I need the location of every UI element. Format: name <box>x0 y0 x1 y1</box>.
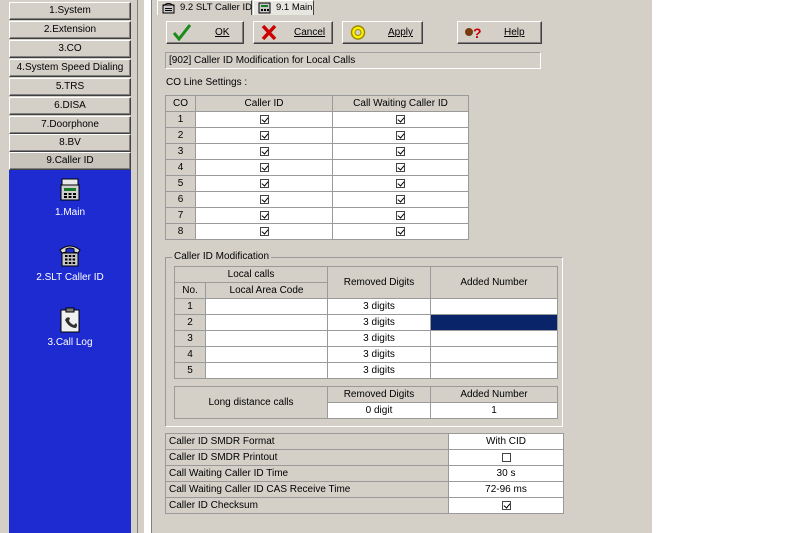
cw-caller-id-checkbox[interactable] <box>396 115 405 124</box>
tab-main-label: 9.1 Main <box>276 2 313 13</box>
local-area-code-cell[interactable] <box>206 363 328 379</box>
apply-label: Apply <box>388 27 414 38</box>
table-row <box>166 192 469 208</box>
menu-item-system[interactable]: 1.System <box>9 2 131 20</box>
menu-item-trs[interactable]: 5.TRS <box>9 78 131 96</box>
co-line-settings-title: CO Line Settings : <box>166 77 248 88</box>
cw-caller-id-cell[interactable] <box>333 128 469 144</box>
cw-time-label: Call Waiting Caller ID Time <box>166 466 449 482</box>
local-area-code-cell[interactable] <box>206 347 328 363</box>
submenu-call-log-label: 3.Call Log <box>47 337 93 348</box>
cw-caller-id-checkbox[interactable] <box>396 147 405 156</box>
row-number: 1 <box>175 299 206 315</box>
table-row <box>166 466 564 482</box>
added-number-cell[interactable] <box>431 299 558 315</box>
caller-id-cell[interactable] <box>196 144 333 160</box>
menu-item-disa[interactable]: 6.DISA <box>9 97 131 115</box>
table-row <box>166 482 564 498</box>
cas-time-label: Call Waiting Caller ID CAS Receive Time <box>166 482 449 498</box>
co-line-settings-table <box>165 95 469 240</box>
table-row <box>166 112 469 128</box>
checkmark-icon <box>173 24 191 41</box>
caller-id-checkbox[interactable] <box>260 147 269 156</box>
cw-caller-id-cell[interactable] <box>333 176 469 192</box>
caller-id-cell[interactable] <box>196 160 333 176</box>
checksum-label: Caller ID Checksum <box>166 498 449 514</box>
table-row <box>166 128 469 144</box>
apply-icon <box>349 24 367 41</box>
table-row <box>166 498 564 514</box>
table-row <box>166 144 469 160</box>
ld-removed-digits-header: Removed Digits <box>328 387 431 403</box>
smdr-printout-label: Caller ID SMDR Printout <box>166 450 449 466</box>
caller-id-cell[interactable] <box>196 192 333 208</box>
ld-added-number-header: Added Number <box>431 387 558 403</box>
caller-id-settings-table <box>165 433 564 514</box>
ld-removed-digits-cell[interactable]: 0 digit <box>328 403 431 419</box>
call-log-icon <box>56 306 84 334</box>
main-content <box>152 0 652 533</box>
caller-id-checkbox[interactable] <box>260 131 269 140</box>
svg-text:?: ? <box>473 25 482 41</box>
checksum-checkbox[interactable] <box>502 501 511 510</box>
removed-digits-cell[interactable]: 3 digits <box>328 363 431 379</box>
menu-item-bv[interactable]: 8.BV <box>9 134 131 152</box>
cancel-button[interactable] <box>253 21 333 44</box>
submenu-slt-caller-id[interactable] <box>9 241 131 283</box>
telephone-icon <box>162 2 175 14</box>
menu-item-co[interactable]: 3.CO <box>9 40 131 58</box>
co-number: 7 <box>166 208 196 224</box>
row-number: 4 <box>175 347 206 363</box>
panel-splitter[interactable] <box>137 0 145 533</box>
caller-id-cell[interactable] <box>196 128 333 144</box>
cw-time-value[interactable]: 30 s <box>449 466 564 482</box>
local-area-code-cell[interactable] <box>206 331 328 347</box>
cw-caller-id-header: Call Waiting Caller ID <box>333 96 469 112</box>
help-icon <box>464 24 482 41</box>
cw-caller-id-checkbox[interactable] <box>396 195 405 204</box>
long-distance-table <box>174 386 558 419</box>
smdr-printout-cell[interactable] <box>449 450 564 466</box>
local-area-code-header: Local Area Code <box>206 283 328 299</box>
cw-caller-id-cell[interactable] <box>333 192 469 208</box>
ok-button[interactable] <box>166 21 244 44</box>
submenu-slt-caller-id-label: 2.SLT Caller ID <box>36 272 104 283</box>
ok-label: OK <box>215 27 230 38</box>
checksum-cell[interactable] <box>449 498 564 514</box>
caller-id-checkbox[interactable] <box>260 115 269 124</box>
caller-id-checkbox[interactable] <box>260 195 269 204</box>
caller-id-cell[interactable] <box>196 224 333 240</box>
caller-id-checkbox[interactable] <box>260 179 269 188</box>
tab-slt-caller-id-label: 9.2 SLT Caller ID <box>180 2 252 13</box>
table-row <box>175 363 558 379</box>
cw-caller-id-cell[interactable] <box>333 144 469 160</box>
added-number-cell[interactable] <box>431 363 558 379</box>
row-number: 2 <box>175 315 206 331</box>
left-navigation-panel <box>0 0 137 533</box>
co-header: CO <box>166 96 196 112</box>
co-number: 3 <box>166 144 196 160</box>
cw-caller-id-cell[interactable] <box>333 208 469 224</box>
cw-caller-id-checkbox[interactable] <box>396 163 405 172</box>
cancel-label: Cancel <box>294 27 326 38</box>
menu-item-system-speed-dialing[interactable]: 4.System Speed Dialing <box>9 59 131 77</box>
table-row <box>166 450 564 466</box>
submenu-call-log[interactable] <box>9 306 131 348</box>
co-number: 6 <box>166 192 196 208</box>
submenu-main-label: 1.Main <box>54 207 85 218</box>
table-row <box>175 299 558 315</box>
cw-caller-id-checkbox[interactable] <box>396 227 405 236</box>
added-number-cell[interactable] <box>431 331 558 347</box>
table-row <box>166 224 469 240</box>
long-distance-label: Long distance calls <box>175 387 328 419</box>
caller-id-header: Caller ID <box>196 96 333 112</box>
apply-button[interactable] <box>342 21 423 44</box>
smdr-printout-checkbox[interactable] <box>502 453 511 462</box>
tab-slt-caller-id[interactable] <box>157 0 252 15</box>
table-row <box>166 160 469 176</box>
caller-id-cell[interactable] <box>196 112 333 128</box>
co-number: 1 <box>166 112 196 128</box>
menu-item-extension[interactable]: 2.Extension <box>9 21 131 39</box>
caller-id-cell[interactable] <box>196 208 333 224</box>
cw-caller-id-cell[interactable] <box>333 112 469 128</box>
telephone-icon <box>56 241 84 269</box>
help-button[interactable] <box>457 21 542 44</box>
caller-id-checkbox[interactable] <box>260 227 269 236</box>
cw-caller-id-checkbox[interactable] <box>396 179 405 188</box>
local-calls-header: Local calls <box>175 267 328 283</box>
local-area-code-cell[interactable] <box>206 315 328 331</box>
cas-time-value[interactable]: 72-96 ms <box>449 482 564 498</box>
close-icon <box>260 24 278 41</box>
tab-strip <box>152 0 652 15</box>
removed-digits-cell[interactable]: 3 digits <box>328 347 431 363</box>
row-number: 3 <box>175 331 206 347</box>
added-number-cell[interactable] <box>431 347 558 363</box>
local-calls-table <box>174 266 558 379</box>
removed-digits-cell[interactable]: 3 digits <box>328 331 431 347</box>
ld-added-number-cell[interactable]: 1 <box>431 403 558 419</box>
removed-digits-cell[interactable]: 3 digits <box>328 299 431 315</box>
caller-id-submenu <box>9 170 131 533</box>
removed-digits-cell[interactable]: 3 digits <box>328 315 431 331</box>
smdr-format-select[interactable]: With CID <box>449 434 564 450</box>
submenu-main[interactable] <box>9 176 131 218</box>
table-row <box>166 434 564 450</box>
co-number: 8 <box>166 224 196 240</box>
caller-id-checkbox[interactable] <box>260 211 269 220</box>
added-number-cell-selected[interactable] <box>431 315 558 331</box>
main-icon <box>56 176 84 204</box>
tab-main[interactable] <box>253 0 314 15</box>
smdr-format-label: Caller ID SMDR Format <box>166 434 449 450</box>
cw-caller-id-checkbox[interactable] <box>396 211 405 220</box>
co-number: 5 <box>166 176 196 192</box>
cw-caller-id-cell[interactable] <box>333 224 469 240</box>
co-number: 2 <box>166 128 196 144</box>
help-label: Help <box>504 27 525 38</box>
added-number-header: Added Number <box>431 267 558 299</box>
co-number: 4 <box>166 160 196 176</box>
table-row <box>166 176 469 192</box>
no-header: No. <box>175 283 206 299</box>
caller-id-modification-title: Caller ID Modification <box>174 251 270 262</box>
table-row <box>166 208 469 224</box>
local-area-code-cell[interactable] <box>206 299 328 315</box>
cw-caller-id-checkbox[interactable] <box>396 131 405 140</box>
table-row <box>175 347 558 363</box>
table-row <box>175 331 558 347</box>
caller-id-cell[interactable] <box>196 176 333 192</box>
cw-caller-id-cell[interactable] <box>333 160 469 176</box>
menu-item-caller-id[interactable]: 9.Caller ID <box>9 152 131 170</box>
caller-id-checkbox[interactable] <box>260 163 269 172</box>
menu-item-doorphone[interactable]: 7.Doorphone <box>9 116 131 134</box>
row-number: 5 <box>175 363 206 379</box>
removed-digits-header: Removed Digits <box>328 267 431 299</box>
page-title: [902] Caller ID Modification for Local Calls <box>165 52 541 69</box>
main-icon <box>258 2 271 14</box>
table-row <box>175 315 558 331</box>
